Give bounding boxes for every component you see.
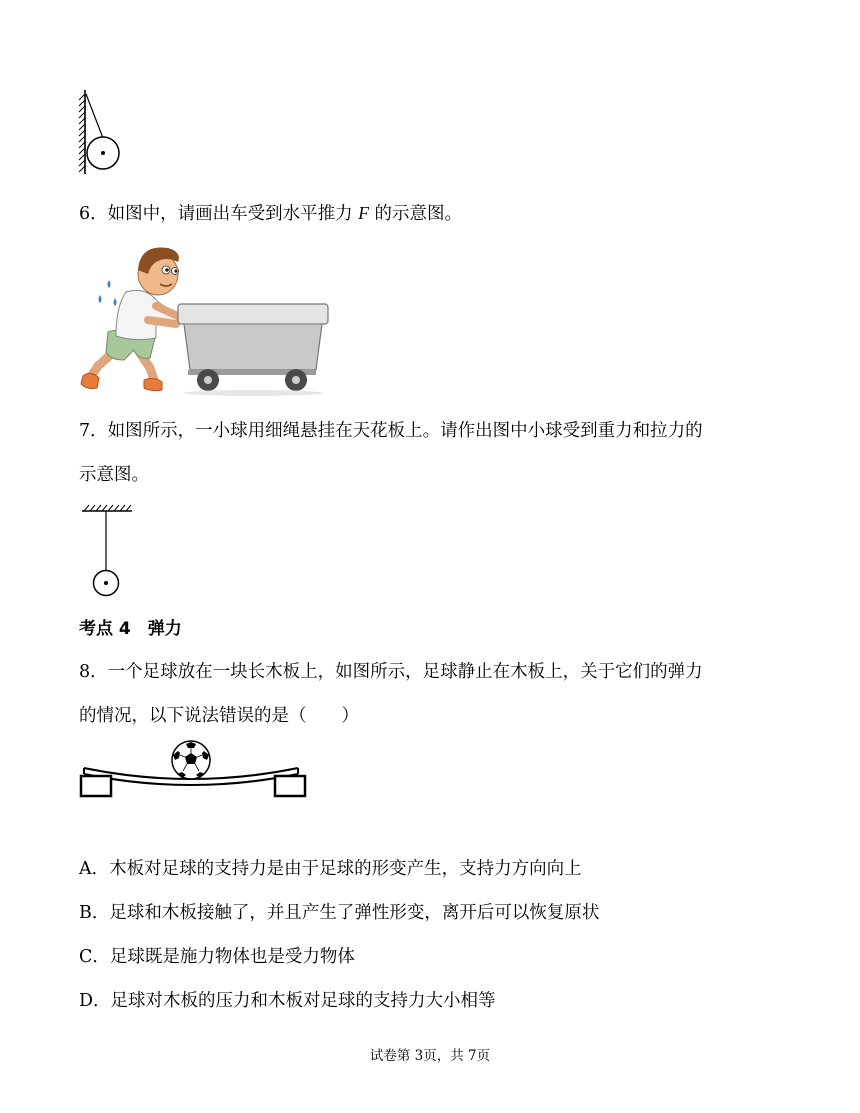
option-c-text: 足球既是施力物体也是受力物体: [109, 947, 355, 967]
option-b-text: 足球和木板接触了，并且产生了弹性形变，离开后可以恢复原状: [109, 903, 600, 923]
option-d: [79, 989, 496, 1013]
option-b: [79, 901, 599, 925]
question-8-line-2: 的情况，以下说法错误的是（ ）: [79, 706, 359, 726]
page-footer: 试卷第 3页，共 7页: [369, 1048, 491, 1064]
question-6-number: 6．: [79, 204, 108, 224]
question-6-text-before: 如图中，请画出车受到水平推力: [107, 204, 353, 224]
option-a-letter: A．: [79, 859, 110, 879]
option-d-letter: D．: [79, 991, 111, 1011]
ceiling-ball-figure: [80, 504, 136, 598]
option-c-letter: C．: [79, 947, 110, 967]
option-d-text: 足球对木板的压力和木板对足球的支持力大小相等: [110, 991, 496, 1011]
boy-pushing-cart-figure: [78, 240, 333, 398]
option-a-text: 木板对足球的支持力是由于足球的形变产生，支持力方向向上: [109, 859, 582, 879]
question-7-line-1: 7．如图所示，一小球用细绳悬挂在天花板上。请作出图中小球受到重力和拉力的: [79, 421, 703, 441]
option-c: [79, 945, 355, 969]
question-7-line-2: 示意图。: [79, 465, 149, 485]
option-a: [79, 857, 582, 881]
question-6: [79, 201, 462, 226]
option-b-letter: B．: [79, 903, 110, 923]
football-plank-figure: [78, 738, 310, 802]
question-6-text-after: 的示意图。: [374, 204, 462, 224]
wall-ball-figure: [76, 88, 126, 176]
section-heading: 考点 4 弹力: [79, 619, 182, 639]
force-symbol: F: [358, 203, 369, 223]
question-8-line-1: 8．一个足球放在一块长木板上，如图所示，足球静止在木板上，关于它们的弹力: [79, 662, 703, 682]
